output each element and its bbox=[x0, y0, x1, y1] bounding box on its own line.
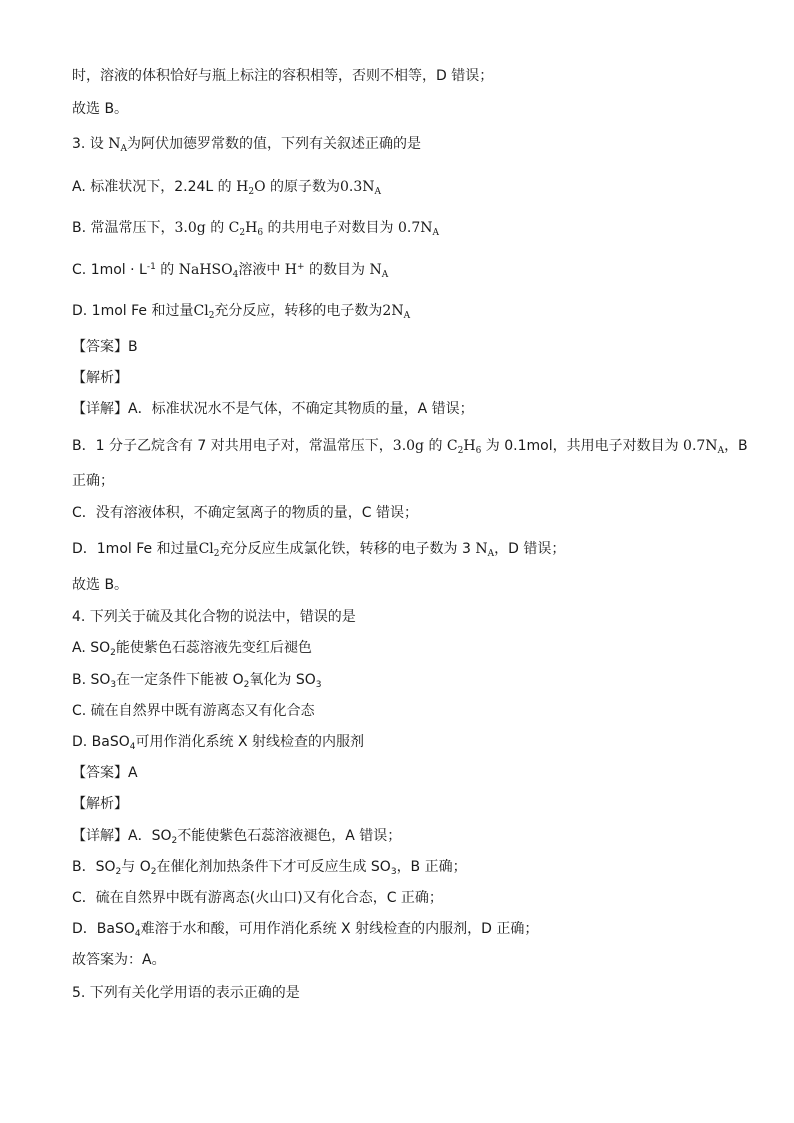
detail-line: C．没有溶液体积，不确定氢离子的物质的量，C 错误； bbox=[72, 505, 418, 521]
formula: $0.7N_A$ bbox=[683, 438, 725, 456]
text: D. 1mol Fe 和过量 bbox=[72, 303, 194, 319]
detail-line: D．BaSO$_4$难溶于水和酸，可用作消化系统 X 射线检查的内服剂，D 正确； bbox=[72, 921, 539, 939]
text-line: 故选 B。 bbox=[72, 101, 129, 117]
text: 充分反应生成氯化铁，转移的电子数为 3 bbox=[219, 541, 471, 557]
text: 为阿伏加德罗常数的值，下列有关叙述正确的是 bbox=[127, 136, 422, 152]
detail-line bbox=[72, 436, 748, 456]
question-3-option-d bbox=[72, 301, 410, 321]
detail-line: C．硫在自然界中既有游离态(火山口)又有化合态，C 正确； bbox=[72, 890, 443, 906]
analysis-label: 【解析】 bbox=[72, 370, 128, 386]
text: ，B bbox=[724, 438, 748, 454]
formula: $N_A$ bbox=[108, 136, 128, 154]
text: D．1mol Fe 和过量 bbox=[72, 541, 199, 557]
formula: $Cl_2$ bbox=[193, 303, 215, 321]
text-line: 故答案为：A。 bbox=[72, 952, 166, 968]
text: 的 bbox=[160, 262, 175, 278]
question-3-option-a bbox=[72, 177, 381, 197]
formula: NaHSO$_4$ bbox=[178, 262, 239, 280]
detail-line: 【详解】A．标准状况水不是气体，不确定其物质的量，A 错误； bbox=[72, 401, 474, 417]
formula: $N_A$ bbox=[369, 262, 389, 280]
text: 的 bbox=[210, 220, 225, 236]
question-4-option-d: D. BaSO$_4$可用作消化系统 X 射线检查的内服剂 bbox=[72, 734, 365, 752]
formula: $C_2H_6$ bbox=[228, 220, 264, 238]
formula: $0.7N_A$ bbox=[397, 220, 439, 238]
formula: $Cl_2$ bbox=[198, 541, 220, 559]
text-line: 时，溶液的体积恰好与瓶上标注的容积相等，否则不相等，D 错误； bbox=[72, 68, 494, 84]
answer-label: 【答案】B bbox=[72, 339, 138, 355]
question-5-stem: 5. 下列有关化学用语的表示正确的是 bbox=[72, 985, 300, 1001]
formula: $2N_A$ bbox=[382, 303, 411, 321]
text: 的原子数为 bbox=[270, 179, 340, 195]
answer-label: 【答案】A bbox=[72, 765, 138, 781]
formula: H+ bbox=[284, 262, 305, 278]
detail-line: B．$SO_2$与 $O_2$在催化剂加热条件下才可反应生成 $SO_3$，B 正确； bbox=[72, 859, 467, 877]
detail-line bbox=[72, 539, 565, 559]
question-4-stem: 4. 下列关于硫及其化合物的说法中，错误的是 bbox=[72, 609, 356, 625]
formula: $N_A$ bbox=[475, 541, 495, 559]
text: B．1 分子乙烷含有 7 对共用电子对，常温常压下， bbox=[72, 438, 393, 454]
question-3-option-c bbox=[72, 260, 388, 280]
question-4-option-c: C. 硫在自然界中既有游离态又有化合态 bbox=[72, 703, 315, 719]
text: 溶液中 bbox=[238, 262, 281, 278]
text: B. 常温常压下， bbox=[72, 220, 175, 236]
detail-line: 【详解】A．$SO_2$不能使紫色石蕊溶液褪色，A 错误； bbox=[72, 828, 402, 846]
formula: 3.0g bbox=[392, 438, 425, 454]
formula: $C_2H_6$ bbox=[446, 438, 482, 456]
question-4-option-a: A. $SO_2$能使紫色石蕊溶液先变红后褪色 bbox=[72, 640, 312, 658]
formula: 3.0g bbox=[174, 220, 206, 236]
question-4-option-b: B. $SO_3$在一定条件下能被 $O_2$氧化为 $SO_3$ bbox=[72, 672, 322, 690]
text: 的 bbox=[428, 438, 443, 454]
formula: $0.3N_A$ bbox=[340, 179, 382, 197]
formula: $H_2O$ bbox=[236, 179, 266, 197]
text: 3. 设 bbox=[72, 136, 104, 152]
text-line: 故选 B。 bbox=[72, 577, 129, 593]
analysis-label: 【解析】 bbox=[72, 796, 128, 812]
question-3-stem bbox=[72, 134, 421, 154]
text-line: 正确； bbox=[72, 473, 114, 489]
text: 的共用电子对数目为 bbox=[267, 220, 394, 236]
question-3-option-b bbox=[72, 218, 439, 238]
text: 的数目为 bbox=[309, 262, 366, 278]
formula: $1mol \cdot L^{-1}$ bbox=[90, 262, 156, 278]
text: ，D 错误； bbox=[494, 541, 566, 557]
text: A. 标准状况下，2.24L 的 bbox=[72, 179, 232, 195]
text: C. bbox=[72, 262, 87, 278]
text: 为 0.1mol，共用电子对数目为 bbox=[485, 438, 679, 454]
text: 充分反应，转移的电子数为 bbox=[214, 303, 383, 319]
